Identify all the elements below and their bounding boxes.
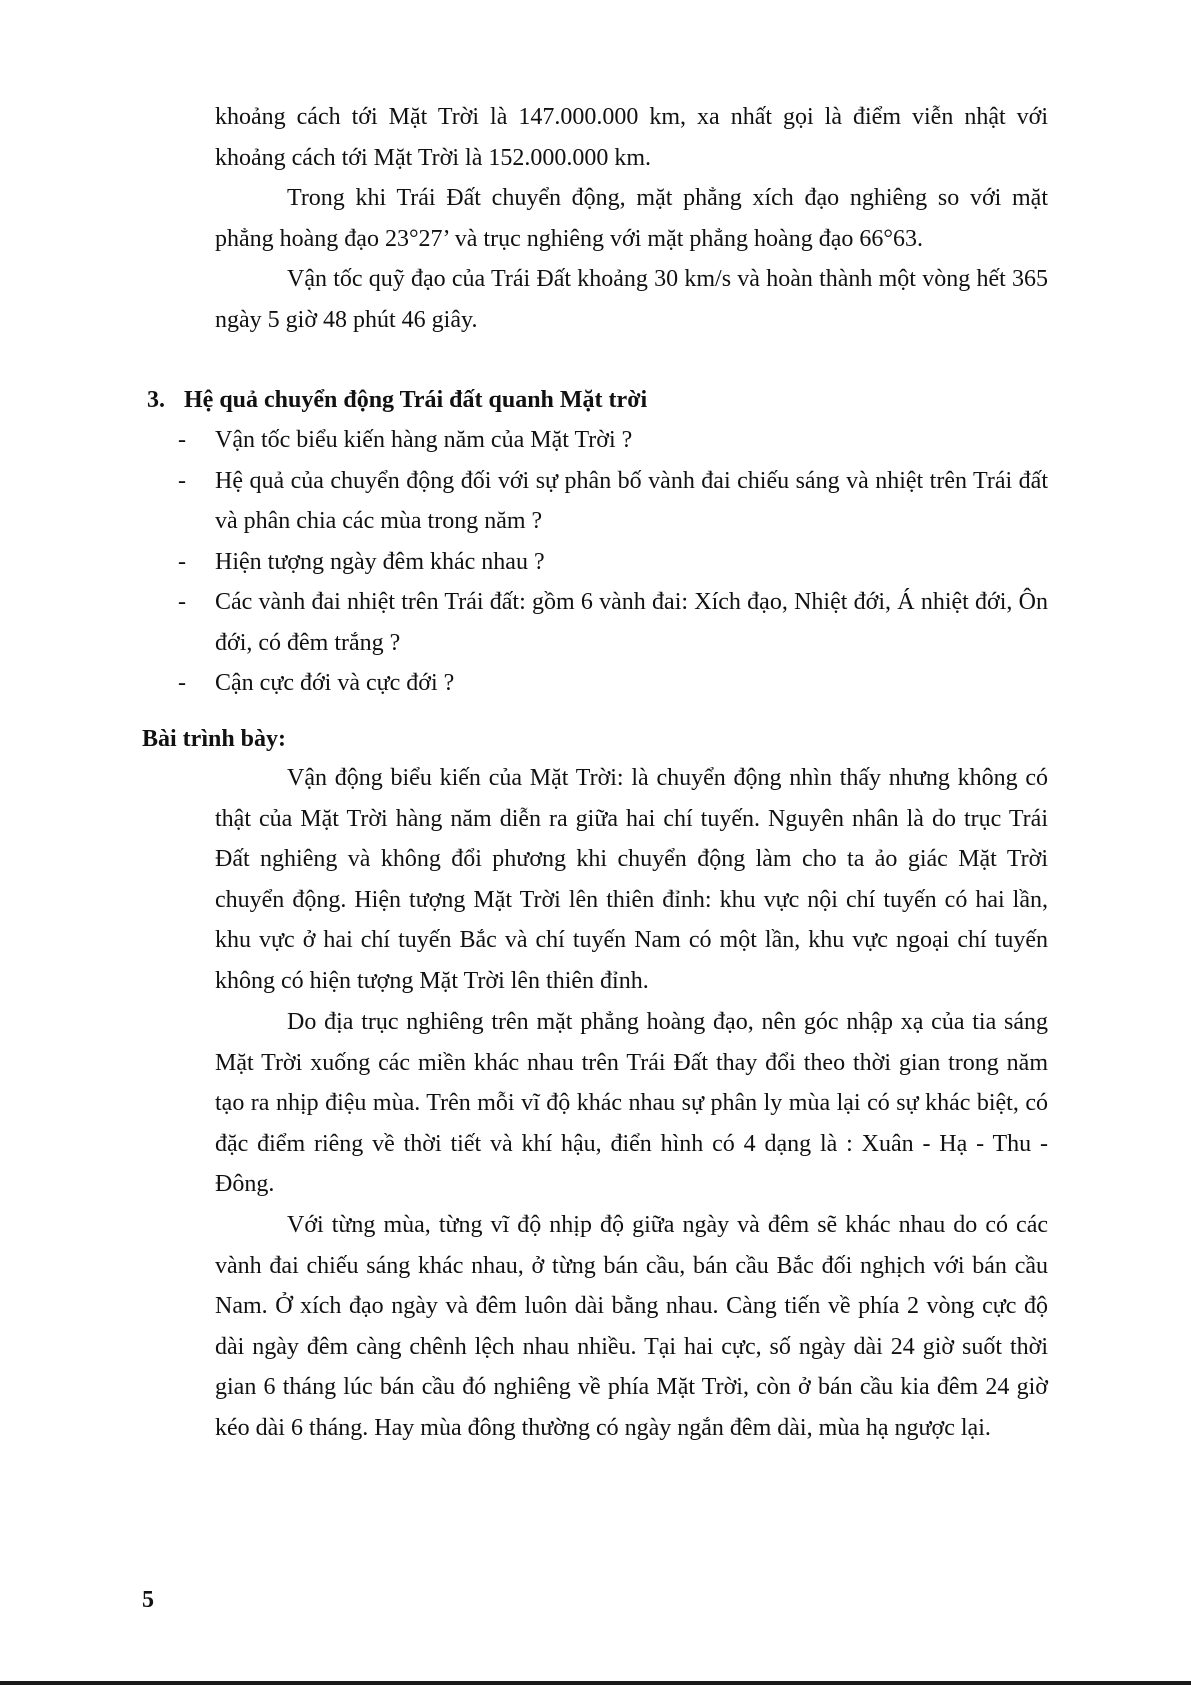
section-title: Hệ quả chuyển động Trái đất quanh Mặt trời (184, 387, 648, 413)
section-number: 3. (147, 387, 165, 413)
intro-paragraph-3: Vận tốc quỹ đạo của Trái Đất khoảng 30 km/s và hoàn thành một vòng hết 365 ngày 5 giờ 48 phút 46 giây. (215, 266, 1048, 333)
list-item (175, 582, 1048, 663)
list-item-text: Cận cực đới và cực đới ? (215, 670, 455, 696)
list-item-text: Vận tốc biểu kiến hàng năm của Mặt Trời ? (215, 427, 633, 453)
list-item-text: Các vành đai nhiệt trên Trái đất: gồm 6 vành đai: Xích đạo, Nhiệt đới, Á nhiệt đới, Ôn đới, có đêm trắng ? (215, 589, 1048, 656)
list-item (175, 420, 1048, 461)
presentation-heading: Bài trình bày: (142, 726, 287, 752)
bottom-border (0, 1681, 1191, 1685)
section-heading (147, 380, 647, 420)
presentation-paragraph-2: Do địa trục nghiêng trên mặt phẳng hoàng đạo, nên góc nhập xạ của tia sáng Mặt Trời xuống các miền khác nhau trên Trái Đất thay đổi theo thời gian trong năm tạo ra nhịp điệu mùa. Trên mỗi vĩ độ khác nhau sự phân ly mùa lại có sự khác biệt, có đặc điểm riêng về thời tiết và khí hậu, điển hình có 4 dạng là : Xuân - Hạ - Thu - Đông. (215, 1009, 1048, 1197)
list-item (175, 461, 1048, 542)
list-dash: - (178, 548, 186, 575)
intro-paragraph-2: Trong khi Trái Đất chuyển động, mặt phẳng xích đạo nghiêng so với mặt phẳng hoàng đạo 23°27’ và trục nghiêng với mặt phẳng hoàng đạo 66°63. (215, 185, 1048, 252)
bullet-list (175, 420, 1048, 704)
page-number: 5 (142, 1587, 154, 1613)
list-item-text: Hiện tượng ngày đêm khác nhau ? (215, 548, 545, 575)
list-dash: - (178, 670, 186, 696)
presentation-paragraph-1: Vận động biểu kiến của Mặt Trời: là chuyển động nhìn thấy nhưng không có thật của Mặt Trời hàng năm diễn ra giữa hai chí tuyến. Nguyên nhân là do trục Trái Đất nghiêng và không đổi phương khi chuyển động làm cho ta ảo giác Mặt Trời chuyển động. Hiện tượng Mặt Trời lên thiên đỉnh: khu vực nội chí tuyến có hai lần, khu vực ở hai chí tuyến Bắc và chí tuyến Nam có một lần, khu vực ngoại chí tuyến không có hiện tượng Mặt Trời lên thiên đỉnh. (215, 765, 1048, 994)
list-item (175, 542, 1048, 583)
presentation-paragraph-3: Với từng mùa, từng vĩ độ nhịp độ giữa ngày và đêm sẽ khác nhau do có các vành đai chiếu sáng khác nhau, ở từng bán cầu, bán cầu Bắc đối nghịch với bán cầu Nam. Ở xích đạo ngày và đêm luôn dài bằng nhau. Càng tiến về phía 2 vòng cực độ dài ngày đêm càng chênh lệch nhau nhiều. Tại hai cực, số ngày dài 24 giờ suốt thời gian 6 tháng lúc bán cầu đó nghiêng về phía Mặt Trời, còn ở bán cầu kia đêm 24 giờ kéo dài 6 tháng. Hay mùa đông thường có ngày ngắn đêm dài, mùa hạ ngược lại. (215, 1212, 1048, 1441)
list-item-text: Hệ quả của chuyển động đối với sự phân bố vành đai chiếu sáng và nhiệt trên Trái đất và phân chia các mùa trong năm ? (215, 467, 1048, 534)
list-dash: - (178, 467, 186, 494)
intro-paragraph-1: khoảng cách tới Mặt Trời là 147.000.000 km, xa nhất gọi là điểm viễn nhật với khoảng cách tới Mặt Trời là 152.000.000 km. (215, 104, 1048, 171)
list-dash: - (178, 589, 186, 615)
list-item (175, 663, 1048, 704)
list-dash: - (178, 427, 186, 453)
